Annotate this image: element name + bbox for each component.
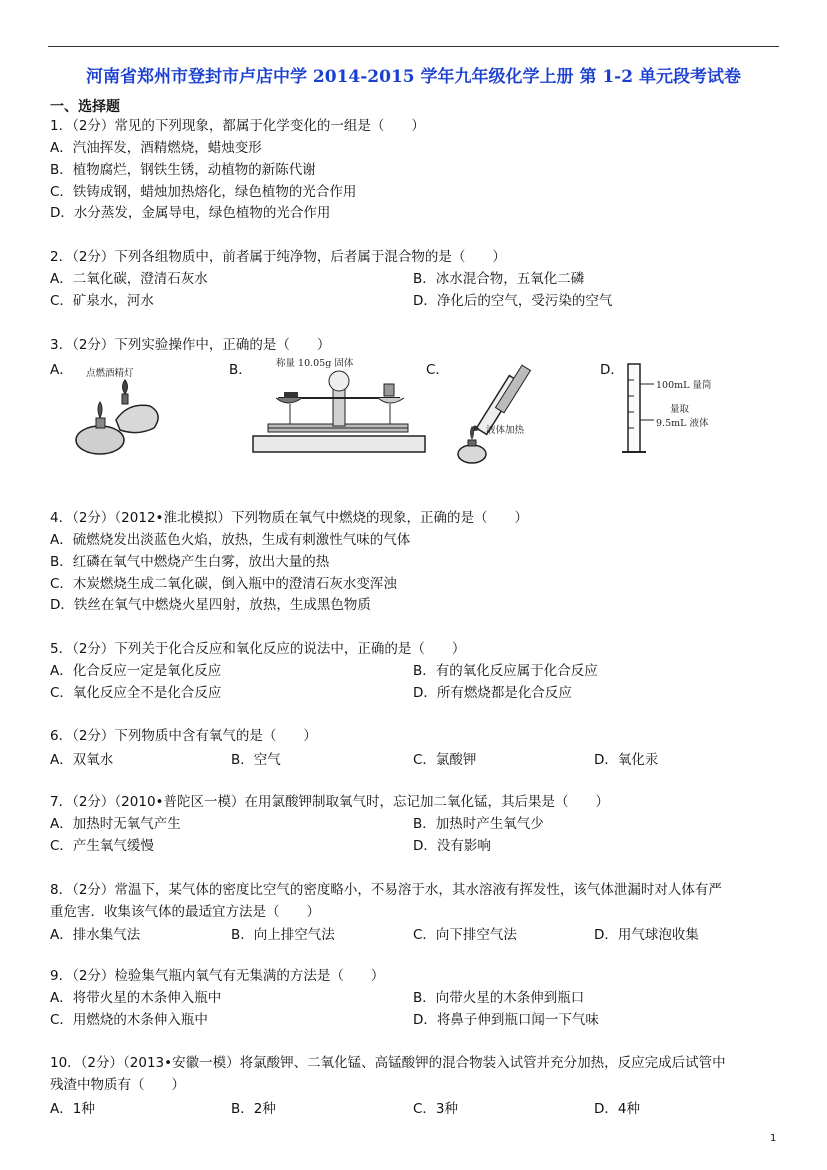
figure-alcohol-lamp (68, 362, 183, 462)
question-2-option-b: B．冰水混合物，五氧化二磷 (413, 271, 585, 287)
figure-balance (248, 356, 433, 464)
question-10-stem-cont: 残渣中物质有（ ） (50, 1077, 185, 1093)
question-5-option-d: D．所有燃烧都是化合反应 (413, 685, 572, 701)
figure-d-label-cylinder: 100mL 量筒 (656, 380, 712, 391)
question-4-option-a: A．硫燃烧发出淡蓝色火焰，放热，生成有刺激性气味的气体 (50, 532, 411, 548)
question-5-option-b: B．有的氧化反应属于化合反应 (413, 663, 598, 679)
question-10-option-d: D．4种 (594, 1101, 640, 1117)
question-9-option-a: A．将带火星的木条伸入瓶中 (50, 990, 222, 1006)
question-2-option-a: A．二氧化碳，澄清石灰水 (50, 271, 208, 287)
question-6-stem: 6．（2分）下列物质中含有氧气的是（ ） (50, 728, 317, 744)
question-7-option-b: B．加热时产生氧气少 (413, 816, 544, 832)
question-2-stem: 2．（2分）下列各组物质中，前者属于纯净物，后者属于混合物的是（ ） (50, 249, 506, 265)
question-4-stem: 4．（2分）（2012•淮北模拟）下列物质在氧气中燃烧的现象，正确的是（ ） (50, 510, 528, 526)
question-8-stem: 8．（2分）常温下，某气体的密度比空气的密度略小，不易溶于水，其水溶液有挥发性，该气体泄漏时对人体有严 (50, 882, 722, 898)
question-2-option-c: C．矿泉水，河水 (50, 293, 154, 309)
page-number: 1 (770, 1133, 777, 1144)
question-4-option-d: D．铁丝在氧气中燃烧火星四射，放热，生成黑色物质 (50, 597, 371, 613)
question-1-option-c: C．铁铸成钢，蜡烛加热熔化，绿色植物的光合作用 (50, 184, 357, 200)
question-8-option-d: D．用气球泡收集 (594, 927, 699, 943)
question-1-option-b: B．植物腐烂，钢铁生锈，动植物的新陈代谢 (50, 162, 316, 178)
page-title: 河南省郑州市登封市卢店中学 2014-2015 学年九年级化学上册 第 1-2 单元段考试卷 (86, 67, 741, 87)
question-7-stem: 7．（2分）（2010•普陀区一模）在用氯酸钾制取氧气时，忘记加二氧化锰，其后果是（ ） (50, 794, 609, 810)
question-3-option-a: A． (50, 362, 73, 378)
question-2-option-d: D．净化后的空气，受污染的空气 (413, 293, 613, 309)
question-9-option-d: D．将鼻子伸到瓶口闻一下气味 (413, 1012, 599, 1028)
question-9-stem: 9．（2分）检验集气瓶内氧气有无集满的方法是（ ） (50, 968, 385, 984)
question-7-option-d: D．没有影响 (413, 838, 491, 854)
question-5-option-a: A．化合反应一定是氧化反应 (50, 663, 222, 679)
question-6-option-c: C．氯酸钾 (413, 752, 477, 768)
figure-graduated-cylinder (620, 360, 730, 460)
question-3-option-c: C． (426, 362, 449, 378)
question-9-option-c: C．用燃烧的木条伸入瓶中 (50, 1012, 208, 1028)
question-7-option-c: C．产生氧气缓慢 (50, 838, 154, 854)
question-3-stem: 3．（2分）下列实验操作中，正确的是（ ） (50, 337, 331, 353)
question-3-option-d: D． (600, 362, 624, 378)
question-6-option-d: D．氧化汞 (594, 752, 659, 768)
question-5-option-c: C．氧化反应全不是化合反应 (50, 685, 222, 701)
question-5-stem: 5．（2分）下列关于化合反应和氧化反应的说法中，正确的是（ ） (50, 641, 466, 657)
section-heading: 一、选择题 (50, 99, 120, 115)
question-6-option-a: A．双氧水 (50, 752, 114, 768)
question-1-option-d: D．水分蒸发，金属导电，绿色植物的光合作用 (50, 205, 331, 221)
question-10-option-b: B．2种 (231, 1101, 276, 1117)
question-8-option-c: C．向下排空气法 (413, 927, 517, 943)
question-10-stem: 10．（2分）（2013•安徽一模）将氯酸钾、二氧化锰、高锰酸钾的混合物装入试管并充分加热，反应完成后试管中 (50, 1055, 726, 1071)
question-8-option-a: A．排水集气法 (50, 927, 141, 943)
figure-d-label-volume: 9.5mL 液体 (656, 418, 709, 429)
header-rule (48, 46, 779, 47)
question-7-option-a: A．加热时无氧气产生 (50, 816, 181, 832)
question-4-option-c: C．木炭燃烧生成二氧化碳，倒入瓶中的澄清石灰水变浑浊 (50, 576, 397, 592)
figure-liquid-heating (452, 360, 562, 470)
question-10-option-a: A．1种 (50, 1101, 95, 1117)
question-4-option-b: B．红磷在氧气中燃烧产生白雾，放出大量的热 (50, 554, 330, 570)
question-1-stem: 1．（2分）常见的下列现象，都属于化学变化的一组是（ ） (50, 118, 425, 134)
figure-c-label: 液体加热 (486, 425, 525, 436)
figure-a-label: 点燃酒精灯 (86, 368, 134, 379)
figure-d-label-measure: 量取 (670, 404, 690, 415)
question-6-option-b: B．空气 (231, 752, 281, 768)
question-10-option-c: C．3种 (413, 1101, 459, 1117)
question-9-option-b: B．向带火星的木条伸到瓶口 (413, 990, 585, 1006)
question-1-option-a: A．汽油挥发，酒精燃烧，蜡烛变形 (50, 140, 262, 156)
question-3-option-b: B． (229, 362, 252, 378)
figure-b-label: 称量 10.05g 固体 (276, 358, 354, 369)
question-8-stem-cont: 重危害．收集该气体的最适宜方法是（ ） (50, 904, 320, 920)
question-8-option-b: B．向上排空气法 (231, 927, 335, 943)
